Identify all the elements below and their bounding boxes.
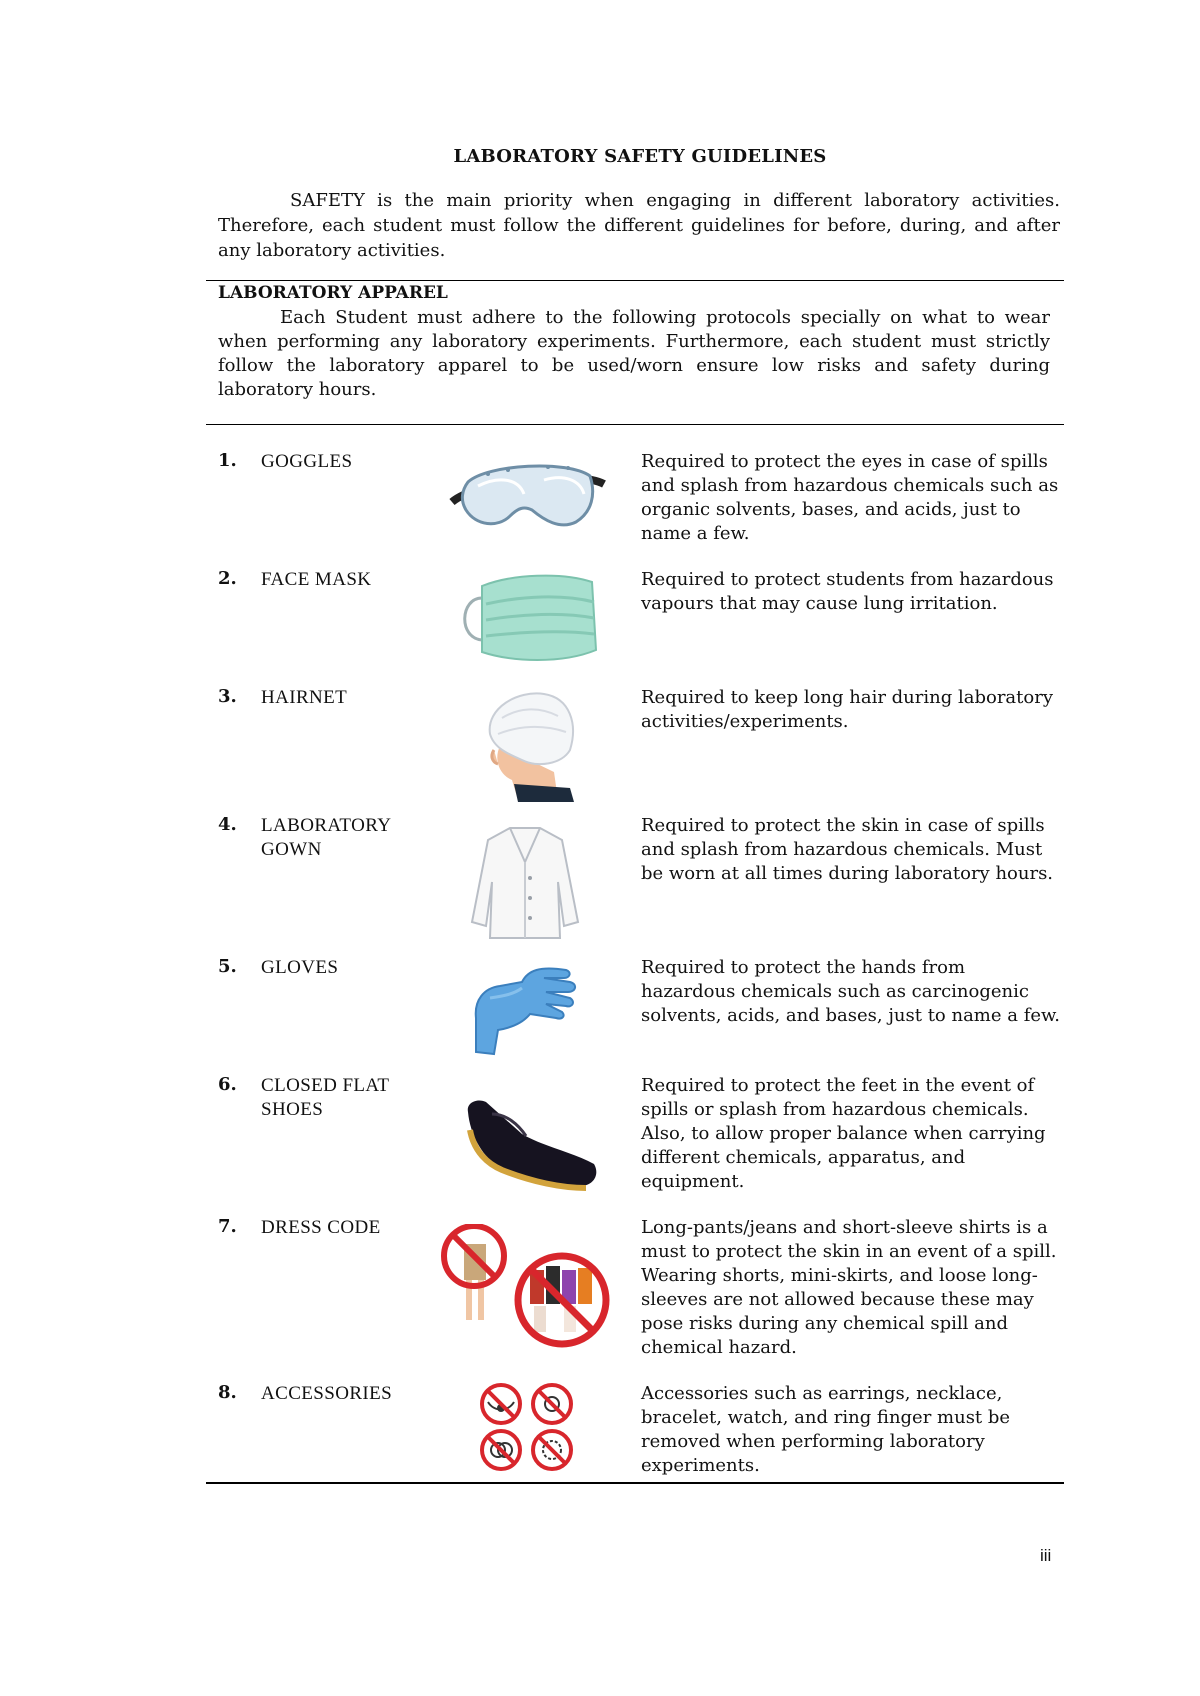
goggles-image [448, 450, 608, 540]
accessories-prohibited-image [478, 1382, 578, 1474]
item-name: CLOSED FLAT SHOES [261, 1075, 390, 1120]
item-description: Required to protect students from hazardous vapours that may cause lung irritation. [641, 569, 1054, 614]
page-title: LABORATORY SAFETY GUIDELINES [453, 146, 827, 167]
item-description: Required to protect the feet in the event of spills or splash from hazardous chemicals. Also, to allow proper balance when carrying different chemicals, apparatus, and equipment. [641, 1075, 1046, 1192]
item-number: 4. [218, 814, 237, 835]
item-number: 1. [218, 450, 237, 471]
item-number: 6. [218, 1074, 237, 1095]
hairnet-image [478, 688, 578, 802]
item-name: ACCESSORIES [261, 1383, 393, 1404]
item-name: FACE MASK [261, 569, 372, 590]
page-number: iii [1040, 1546, 1052, 1565]
section-text: Each Student must adhere to the following protocols specially on what to wear when performing any laboratory experiments. Furthermore, each student must strictly follow the laboratory apparel to be used/worn ensure low risks and safety during laboratory hours. [218, 307, 1050, 400]
item-number: 3. [218, 686, 237, 707]
dress-code-prohibited-image [438, 1224, 618, 1348]
item-description: Required to protect the skin in case of spills and splash from hazardous chemicals. Must be worn at all times during laboratory hours. [641, 815, 1054, 884]
intro-text: SAFETY is the main priority when engaging in different laboratory activities. Therefore, each student must follow the different guidelines for before, during, and after any laboratory activities. [218, 190, 1060, 261]
bottom-divider [206, 1482, 1064, 1484]
divider [206, 424, 1064, 425]
item-name: DRESS CODE [261, 1217, 381, 1238]
item-name: LABORATORY GOWN [261, 815, 391, 860]
item-name: HAIRNET [261, 687, 348, 708]
item-name: GOGGLES [261, 451, 353, 472]
intro-paragraph [218, 188, 1060, 263]
gloves-image [470, 958, 580, 1058]
item-name: GLOVES [261, 957, 339, 978]
divider [206, 280, 1064, 281]
section-paragraph [218, 306, 1050, 402]
item-number: 8. [218, 1382, 237, 1403]
item-description: Required to protect the hands from hazardous chemicals such as carcinogenic solvents, acids, and bases, just to name a few. [641, 957, 1061, 1026]
item-description: Long-pants/jeans and short-sleeve shirts is a must to protect the skin in an event of a spill. Wearing shorts, mini-skirts, and loose long-sleeves are not allowed because these may pose risks during any chemical spill and chemical hazard. [641, 1217, 1057, 1358]
item-description: Accessories such as earrings, necklace, bracelet, watch, and ring finger must be removed when performing laboratory experiments. [641, 1383, 1011, 1476]
lab-gown-image [470, 822, 580, 940]
item-number: 7. [218, 1216, 237, 1237]
shoe-image [462, 1094, 602, 1194]
item-number: 2. [218, 568, 237, 589]
section-heading: LABORATORY APPAREL [218, 283, 448, 303]
face-mask-image [452, 568, 602, 668]
item-description: Required to keep long hair during laboratory activities/experiments. [641, 687, 1054, 732]
item-number: 5. [218, 956, 237, 977]
item-description: Required to protect the eyes in case of spills and splash from hazardous chemicals such as organic solvents, bases, and acids, just to name a few. [641, 451, 1059, 544]
